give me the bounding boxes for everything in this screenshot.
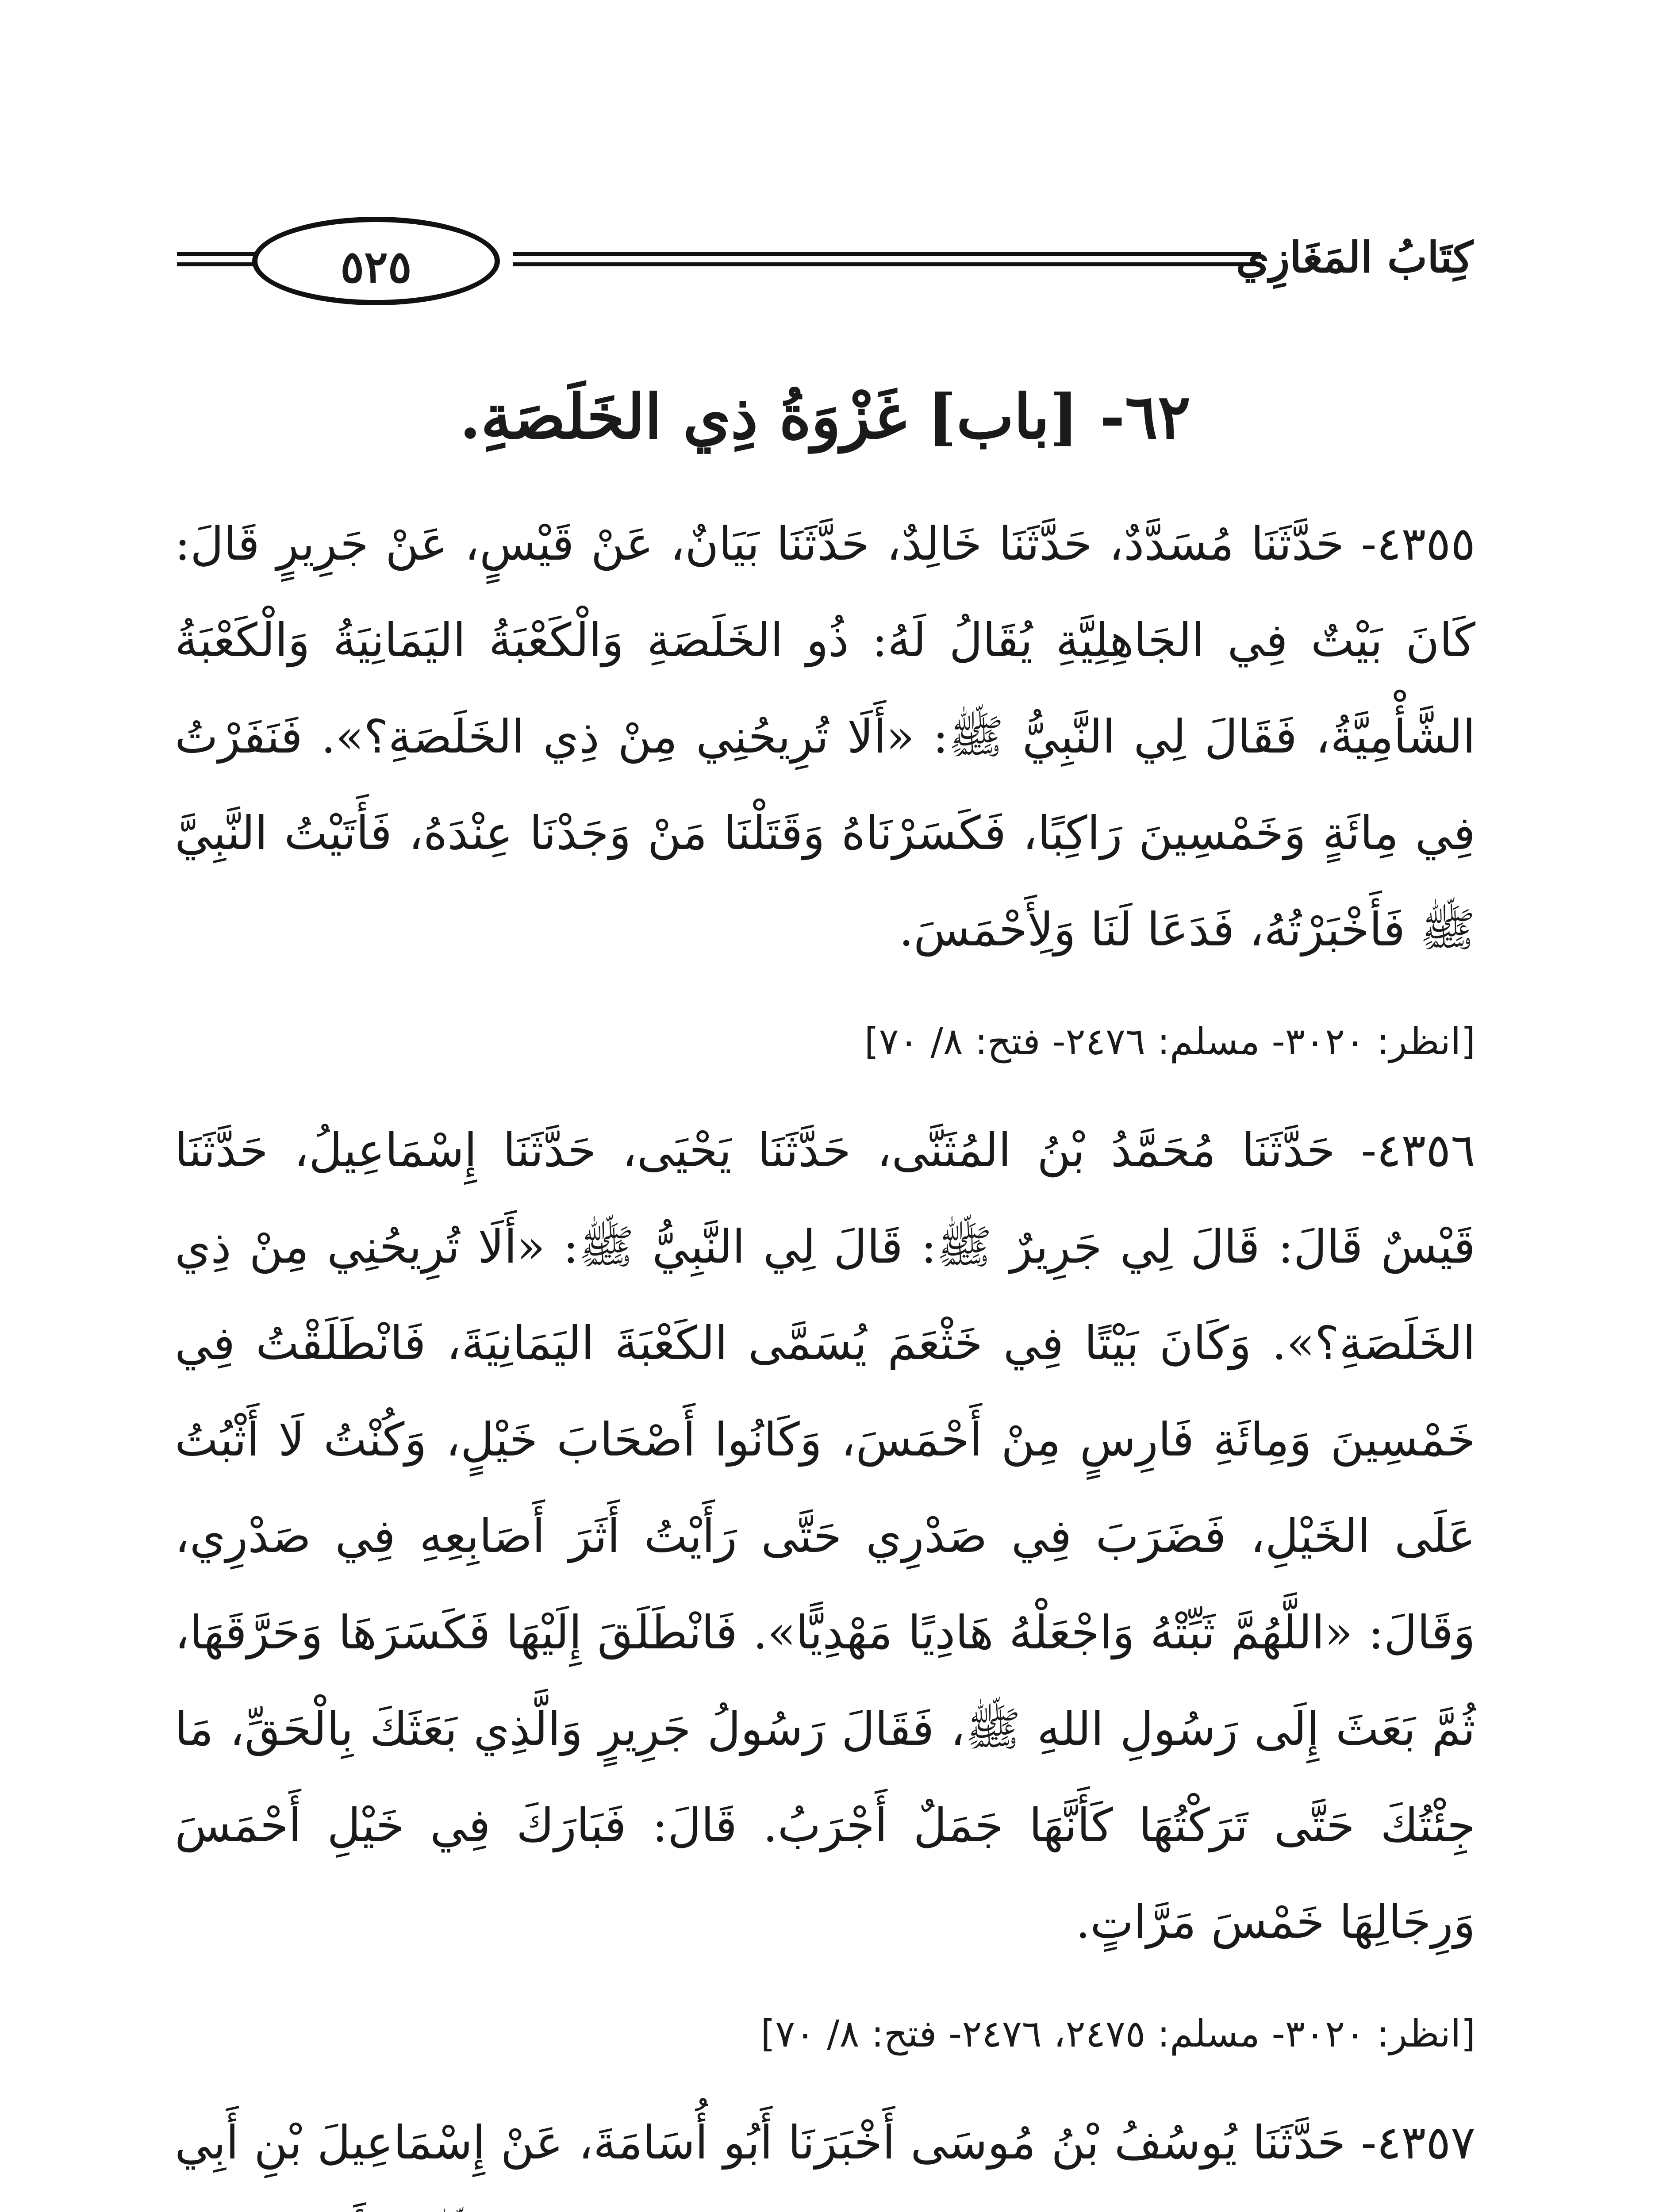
hadith-4355-reference [175, 990, 1475, 1090]
hadith-4357: ٤٣٥٧- حَدَّثَنَا يُوسُفُ بْنُ مُوسَى أَخْبَرَنَا أَبُو أُسَامَةَ، عَنْ إِسْمَاعِيلَ بْنِ أَبِي [175, 2116, 1475, 2170]
body-text [175, 495, 1475, 2212]
running-header [177, 208, 1473, 319]
hadith-4356: ٤٣٥٦- حَدَّثَنَا مُحَمَّدُ بْنُ المُثَنَّى، حَدَّثَنَا يَحْيَى، حَدَّثَنَا إِسْمَاعِيلُ، حَدَّثَنَا قَيْسٌ قَالَ: قَالَ لِي جَرِيرٌ ﷺ: قَالَ لِي النَّبِيُّ ﷺ: «أَلَا تُرِيحُنِي مِنْ ذِي الخَلَصَةِ؟». وَكَانَ بَيْتًا فِي خَثْعَمَ يُسَمَّى الكَعْبَةَ اليَمَانِيَةَ، فَانْطَلَقْتُ فِي خَمْسِينَ وَمِائَةِ فَارِسٍ مِنْ أَحْمَسَ، وَكَانُوا أَصْحَابَ خَيْلٍ، وَكُنْتُ لَا أَثْبُتُ عَلَى الخَيْلِ، فَضَرَبَ فِي صَدْرِي حَتَّى رَأَيْتُ أَثَرَ أَصَابِعِهِ فِي صَدْرِي، وَقَالَ: «اللَّهُمَّ ثَبِّتْهُ وَاجْعَلْهُ هَادِيًا مَهْدِيًّا». فَانْطَلَقَ إِلَيْهَا فَكَسَرَهَا وَحَرَّقَهَا، ثُمَّ بَعَثَ إِلَى رَسُولِ اللهِ ﷺ، فَقَالَ رَسُولُ جَرِيرٍ وَالَّذِي بَعَثَكَ بِالْحَقِّ، مَا جِئْتُكَ حَتَّى تَرَكْتُهَا كَأَنَّهَا جَمَلٌ أَجْرَبُ. قَالَ: فَبَارَكَ فِي خَيْلِ أَحْمَسَ وَرِجَالِهَا خَمْسَ مَرَّاتٍ. [175, 1123, 1475, 1949]
reference: [انظر: ٣٠٢٠- مسلم: ٢٤٧٦- فتح: ٨/ ٧٠] [864, 1020, 1475, 1063]
page-number: ٥٢٥ [340, 241, 412, 293]
header-rule-right [513, 252, 1261, 266]
book-title: كِتَابُ المَغَازِي [1236, 232, 1473, 282]
reference: [انظر: ٣٠٢٠- مسلم: ٢٤٧٥، ٢٤٧٦- فتح: ٨/ ٧٠] [760, 2012, 1475, 2055]
chapter-heading: ٦٢- [باب] غَزْوَةُ ذِي الخَلَصَةِ. [459, 380, 1191, 453]
header-rule-left [177, 252, 257, 266]
hadith-4356-reference [175, 1982, 1475, 2082]
hadith-4355: ٤٣٥٥- حَدَّثَنَا مُسَدَّدٌ، حَدَّثَنَا خَالِدٌ، حَدَّثَنَا بَيَانٌ، عَنْ قَيْسٍ، عَنْ جَرِيرٍ قَالَ: كَانَ بَيْتٌ فِي الجَاهِلِيَّةِ يُقَالُ لَهُ: ذُو الخَلَصَةِ وَالْكَعْبَةُ اليَمَانِيَةُ وَالْكَعْبَةُ الشَّأْمِيَّةُ، فَقَالَ لِي النَّبِيُّ ﷺ: «أَلَا تُرِيحُنِي مِنْ ذِي الخَلَصَةِ؟». فَنَفَرْتُ فِي مِائَةٍ وَخَمْسِينَ رَاكِبًا، فَكَسَرْنَاهُ وَقَتَلْنَا مَنْ وَجَدْنَا عِنْدَهُ، فَأَتَيْتُ النَّبِيَّ ﷺ فَأَخْبَرْتُهُ، فَدَعَا لَنَا وَلِأَحْمَسَ. [175, 517, 1475, 956]
page-number-frame [252, 217, 500, 305]
